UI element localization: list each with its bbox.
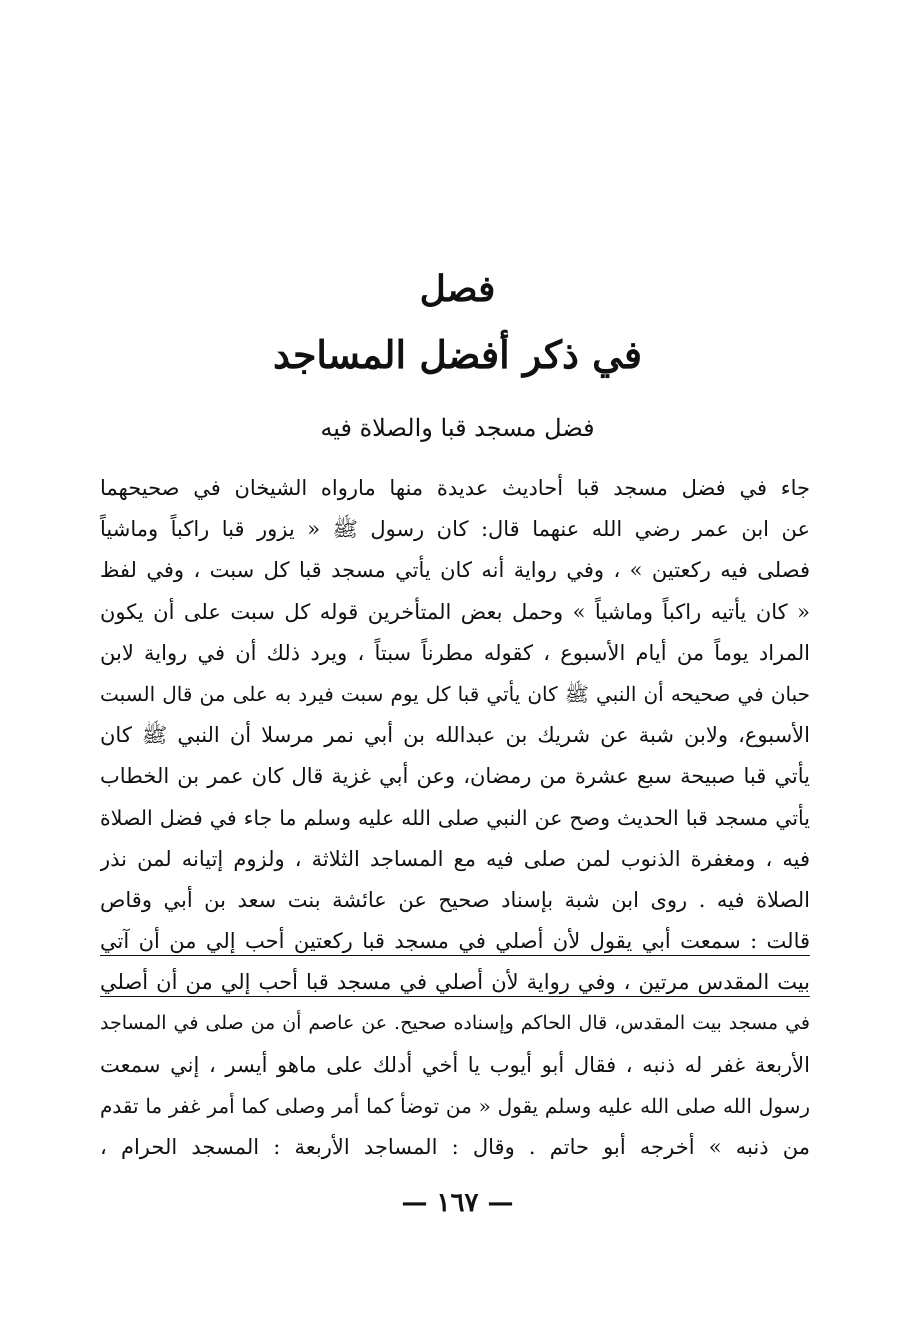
text-line: بيت المقدس مرتين ، وفي رواية لأن أصلي في مسجد قبا أحب إلي من أن أصلي: [100, 970, 810, 995]
text-line: عن ابن عمر رضي الله عنهما قال: كان رسول ﷺ « يزور قبا راكباً وماشياً: [100, 517, 810, 542]
text-line: جاء في فضل مسجد قبا أحاديث عديدة منها مارواه الشيخان في صحيحهما: [100, 476, 810, 500]
text-line: يأتي قبا صبيحة سبع عشرة من رمضان، وعن أبي غزية قال كان عمر بن الخطاب: [100, 764, 810, 789]
text-line: الأسبوع، ولابن شبة عن شريك بن عبدالله بن أبي نمر مرسلا أن النبي ﷺ كان: [100, 723, 810, 748]
body-text: [100, 468, 810, 1168]
text-line: فصلى فيه ركعتين » ، وفي رواية أنه كان يأتي مسجد قبا كل سبت ، وفي لفظ: [100, 558, 810, 583]
text-line: الأربعة غفر له ذنبه ، فقال أبو أيوب يا أخي أدلك على ماهو أيسر ، إني سمعت: [100, 1052, 810, 1077]
section-label: فصل: [419, 268, 496, 310]
text-line: حبان في صحيحه أن النبي ﷺ كان يأتي قبا كل يوم سبت فيرد به على من قال السبت: [100, 681, 810, 706]
text-line: « كان يأتيه راكباً وماشياً » وحمل بعض المتأخرين قوله كل سبت على أن يكون: [100, 599, 810, 624]
chapter-title: في ذكر أفضل المساجد: [273, 332, 642, 377]
text-line: فيه ، ومغفرة الذنوب لمن صلى فيه مع المساجد الثلاثة ، ولزوم إتيانه لمن نذر: [100, 846, 810, 871]
page-number: — ١٦٧ —: [401, 1188, 514, 1218]
text-line: الصلاة فيه . روى ابن شبة بإسناد صحيح عن عائشة بنت سعد بن أبي وقاص: [100, 887, 810, 912]
text-line: يأتي مسجد قبا الحديث وصح عن النبي صلى الله عليه وسلم ما جاء في فضل الصلاة: [100, 805, 810, 830]
text-line: في مسجد بيت المقدس، قال الحاكم وإسناده صحيح. عن عاصم أن من صلى في المساجد: [100, 1012, 810, 1035]
subheading: فضل مسجد قبا والصلاة فيه: [320, 414, 595, 442]
text-line: رسول الله صلى الله عليه وسلم يقول « من توضأ كما أمر وصلى كما أمر غفر ما تقدم: [100, 1093, 810, 1118]
text-line: قالت : سمعت أبي يقول لأن أصلي في مسجد قبا ركعتين أحب إلي من أن آتي: [100, 929, 810, 954]
text-line: من ذنبه » أخرجه أبو حاتم . وقال : المساجد الأربعة : المسجد الحرام ،: [100, 1135, 810, 1159]
text-line: المراد يوماً من أيام الأسبوع ، كقوله مطرناً سبتاً ، ويرد ذلك أن في رواية لابن: [100, 640, 810, 665]
